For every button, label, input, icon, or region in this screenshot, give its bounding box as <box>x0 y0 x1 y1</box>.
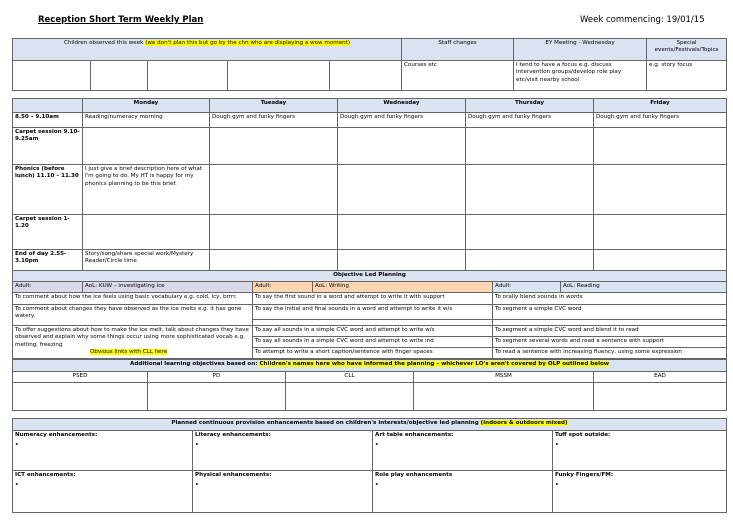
session-cell <box>338 250 466 271</box>
session-cell: I just give a brief description here of what I'm going to do. My HT is happy for my phonics planning to be this brief. <box>83 165 210 215</box>
ey-meeting-header: EY Meeting - Wednesday <box>514 39 647 61</box>
session-cell: Dough gym and funky fingers <box>338 113 466 128</box>
session-cell <box>594 165 727 215</box>
kuw-objective: To offer suggestions about how to make the ice melt, talk about changes they have observed and explain why some things occur using more sophisticated vocab e.g. melting, freezing <box>15 327 249 348</box>
additional-objectives-header <box>13 360 727 372</box>
writing-objective: To say all sounds in a simple CVC word and attempt to write w/s <box>253 326 493 337</box>
reading-adult-label: Adult: <box>493 282 561 293</box>
reading-objective: To segment a simple CVC word and blend it to read <box>493 326 727 337</box>
area-ead: EAD <box>594 372 727 383</box>
observed-child-cell <box>228 61 330 91</box>
bullet-point: • <box>375 482 379 489</box>
session-cell <box>594 215 727 250</box>
week-commencing: Week commencing: 19/01/15 <box>580 15 705 25</box>
olp-table <box>12 270 727 359</box>
funky-fingers-label: Funky Fingers/FM: <box>555 472 614 478</box>
bullet-point: • <box>375 442 379 449</box>
physical-label: Physical enhancements: <box>195 472 272 478</box>
reading-objective: To orally blend sounds in words <box>493 293 727 305</box>
tuff-spot-label: Tuff spot outside: <box>555 432 611 438</box>
bullet-point: • <box>15 442 19 449</box>
area-notes-cell <box>414 383 594 411</box>
children-observed-label: Children observed this week <box>63 40 144 46</box>
writing-adult-label: Adult: <box>253 282 313 293</box>
writing-objective: To say the first sound in a word and attempt to write it with support <box>253 293 493 305</box>
role-play-label: Role play enhancements <box>375 472 453 478</box>
additional-objectives-note: Children's names here who have informed the planning – whichever LO's aren't covered by OLP outlined below <box>259 361 609 367</box>
session-cell <box>338 215 466 250</box>
reading-objective: To segment several words and read a sentence with support <box>493 337 727 348</box>
observed-child-cell <box>13 61 91 91</box>
bullet-point: • <box>15 482 19 489</box>
area-notes-cell <box>594 383 727 411</box>
reading-aol-label: AoL: Reading <box>561 282 727 293</box>
writing-objective: To say all sounds in a simple CVC word and attempt to write ind <box>253 337 493 348</box>
session-cell <box>83 128 210 165</box>
area-cll: CLL <box>286 372 414 383</box>
session-cell <box>466 250 594 271</box>
top-info-table <box>12 38 727 91</box>
session-cell: Dough gym and funky fingers <box>466 113 594 128</box>
ict-label: ICT enhancements: <box>15 472 76 478</box>
writing-objective: To attempt to write a short caption/sentence with finger spaces <box>253 348 493 359</box>
observed-child-cell <box>148 61 228 91</box>
kuw-adult-label: Adult: <box>13 282 83 293</box>
ict-enhancements <box>13 471 193 513</box>
area-psed: PSED <box>13 372 148 383</box>
session-cell <box>83 215 210 250</box>
session-cell <box>466 215 594 250</box>
bullet-point: • <box>555 442 559 449</box>
area-notes-cell <box>13 383 148 411</box>
additional-objectives-table <box>12 359 727 411</box>
session-cell: Reading/numeracy morning <box>83 113 210 128</box>
staff-changes-value: Courses etc <box>402 61 514 91</box>
session-cell: Story/song/share special work/Mystery Reader/Circle time <box>83 250 210 271</box>
provision-table <box>12 418 727 513</box>
kuw-objective: To comment about how the ice feels using basic vocabulary e.g. cold, icy, brrrr. <box>13 293 253 305</box>
observed-child-cell <box>91 61 148 91</box>
day-header-friday: Friday <box>594 99 727 113</box>
kuw-objective-extended <box>13 326 253 359</box>
area-notes-cell <box>286 383 414 411</box>
bullet-point: • <box>195 482 199 489</box>
session-cell <box>466 128 594 165</box>
session-cell <box>210 250 338 271</box>
reading-objective: To segment a simple CVC word <box>493 305 727 320</box>
physical-enhancements <box>193 471 373 513</box>
role-play-enhancements <box>373 471 553 513</box>
area-pd: PD <box>148 372 286 383</box>
writing-aol-label: AoL: Writing <box>313 282 493 293</box>
session-cell <box>338 165 466 215</box>
session-cell <box>338 128 466 165</box>
observed-child-cell <box>330 61 402 91</box>
session-cell <box>594 250 727 271</box>
funky-fingers-fm <box>553 471 727 513</box>
kuw-objective: To comment about changes they have observed as the ice melts e.g. it has gone watery. <box>13 305 253 326</box>
document-title: Reception Short Term Weekly Plan <box>38 15 204 25</box>
cll-link-note: Obvious links with CLL here <box>90 349 168 356</box>
kuw-aol-label: AoL: KUW – investigating ice <box>83 282 253 293</box>
ey-meeting-value: I tend to have a focus e.g. discuss intervention groups/develop role play etc/visit nearby school <box>514 61 647 91</box>
literacy-label: Literacy enhancements: <box>195 432 271 438</box>
bullet-point: • <box>195 442 199 449</box>
additional-objectives-label: Additional learning objectives based on: <box>130 361 258 367</box>
olp-title: Objective Led Planning <box>13 271 727 282</box>
time-header <box>13 99 83 113</box>
time-slot: Carpet session 9.10-9.25am <box>13 128 83 165</box>
numeracy-label: Numeracy enhancements: <box>15 432 98 438</box>
staff-changes-header: Staff changes <box>402 39 514 61</box>
children-observed-header <box>13 39 402 61</box>
session-cell <box>210 215 338 250</box>
session-cell <box>594 128 727 165</box>
day-header-thursday: Thursday <box>466 99 594 113</box>
session-cell <box>210 165 338 215</box>
art-table-enhancements <box>373 431 553 471</box>
timetable-table <box>12 98 727 271</box>
area-notes-cell <box>148 383 286 411</box>
area-mssm: MSSM <box>414 372 594 383</box>
time-slot: End of day 2.55-3.10pm <box>13 250 83 271</box>
time-slot: 8.50 – 9.10am <box>13 113 83 128</box>
session-cell <box>210 128 338 165</box>
special-events-header: Special events/Festivals/Topics <box>647 39 727 61</box>
provision-label: Planned continuous provision enhancements based on children's interests/objective led planning <box>171 420 479 426</box>
session-cell <box>466 165 594 215</box>
day-header-wednesday: Wednesday <box>338 99 466 113</box>
time-slot: Carpet session 1- 1.20 <box>13 215 83 250</box>
numeracy-enhancements <box>13 431 193 471</box>
session-cell: Dough gym and funky fingers <box>210 113 338 128</box>
art-table-label: Art table enhancements: <box>375 432 454 438</box>
tuff-spot-outside <box>553 431 727 471</box>
bullet-point: • <box>555 482 559 489</box>
reading-objective: To read a sentence with increasing fluency, using some expression <box>493 348 727 359</box>
provision-note: (indoors & outdoors mixed) <box>480 420 568 426</box>
time-slot: Phonics (before lunch) 11.10 – 11.30 <box>13 165 83 215</box>
literacy-enhancements <box>193 431 373 471</box>
writing-objective: To say the initial and final sounds in a word and attempt to write it w/s <box>253 305 493 320</box>
special-events-value: e.g. story focus <box>647 61 727 91</box>
session-cell: Dough gym and funky fingers <box>594 113 727 128</box>
day-header-tuesday: Tuesday <box>210 99 338 113</box>
children-observed-note: (we don't plan this but go by the chn who are displaying a wow moment) <box>145 40 351 46</box>
provision-header <box>13 419 727 431</box>
day-header-monday: Monday <box>83 99 210 113</box>
